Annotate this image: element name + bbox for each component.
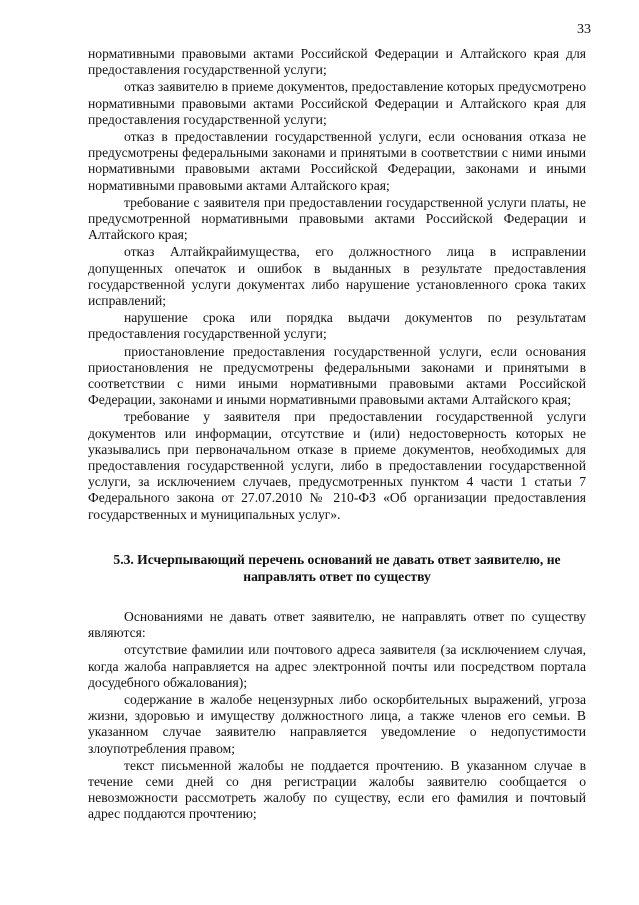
- section-refusal-grounds: [88, 609, 586, 823]
- section-appeal-grounds: [88, 46, 586, 523]
- paragraph: нормативными правовыми актами Российской Федерации и Алтайского края для предоставления государственной услуги;: [88, 46, 586, 78]
- paragraph: требование у заявителя при предоставлении государственной услуги документов или информации, отсутствие и (или) недостоверность которых не указывались при первоначальном отказе в приеме документов, необходимых для предоставления государственной услуги, либо в предоставлении государственной услуги, за исключением случаев, предусмотренных пунктом 4 части 1 статьи 7 Федерального закона от 27.07.2010 № 210-ФЗ «Об организации предоставления государственных и муниципальных услуг».: [88, 409, 586, 522]
- paragraph: отсутствие фамилии или почтового адреса заявителя (за исключением случая, когда жалоба направляется на адрес электронной почты или посредством портала досудебного обжалования);: [88, 642, 586, 690]
- page-content: [88, 46, 586, 823]
- paragraph: содержание в жалобе нецензурных либо оскорбительных выражений, угроза жизни, здоровью и имуществу должностного лица, а также членов его семьи. В указанном случае заявителю направляется уведомление о недопустимости злоупотребления правом;: [88, 691, 586, 756]
- paragraph: текст письменной жалобы не поддается прочтению. В указанном случае в течение семи дней со дня регистрации жалобы заявителю сообщается о невозможности рассмотреть жалобу по существу, если его фамилия и почтовый адрес поддаются прочтению;: [88, 757, 586, 822]
- section-heading: 5.3. Исчерпывающий перечень оснований не давать ответ заявителю, не направлять ответ по существу: [113, 551, 561, 584]
- paragraph: отказ в предоставлении государственной услуги, если основания отказа не предусмотрены федеральными законами и принятыми в соответствии с ними иными нормативными правовыми актами Российской Федерации, законами и иными нормативными правовыми актами Алтайского края;: [88, 129, 586, 193]
- page-number: 33: [577, 22, 591, 37]
- paragraph: требование с заявителя при предоставлении государственной услуги платы, не предусмотренной нормативными правовыми актами Российской Федерации и Алтайского края;: [88, 194, 586, 243]
- paragraph: Основаниями не давать ответ заявителю, не направлять ответ по существу являются:: [88, 608, 586, 641]
- paragraph: отказ заявителю в приеме документов, предоставление которых предусмотрено нормативными правовыми актами Российской Федерации и Алтайского края для предоставления государственной услуги;: [88, 79, 586, 127]
- paragraph: отказ Алтайкрайимущества, его должностного лица в исправлении допущенных опечаток и ошибок в выданных в результате предоставления государственной услуги документах либо нарушение установленного срока таких исправлений;: [88, 244, 586, 309]
- paragraph: нарушение срока или порядка выдачи документов по результатам предоставления государственной услуги;: [88, 310, 586, 342]
- paragraph: приостановление предоставления государственной услуги, если основания приостановления не предусмотрены федеральными законами и принятыми в соответствии с ними иными нормативными правовыми актами Российской Федерации, законами и иными нормативными правовыми актами Алтайского края;: [88, 343, 586, 408]
